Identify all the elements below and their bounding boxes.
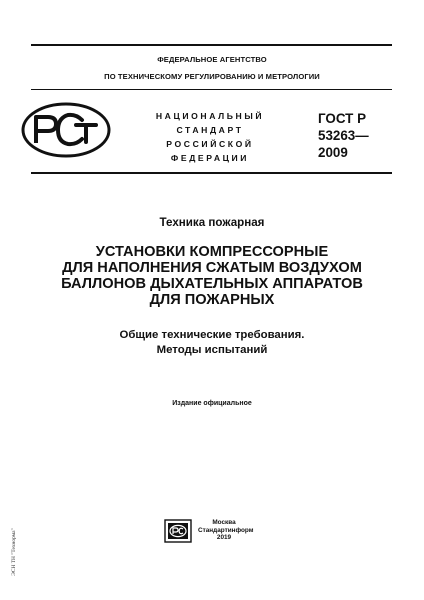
- subject-heading: Техника пожарная: [159, 216, 265, 229]
- publisher-year: 2019: [216, 534, 232, 542]
- national-standard-line: НАЦИОНАЛЬНЫЙ: [155, 111, 265, 121]
- publisher-info: [198, 519, 254, 542]
- rst-certification-mark-icon: [20, 101, 112, 159]
- edition-label: Издание официальное: [172, 400, 252, 407]
- national-standard-line: РОССИЙСКОЙ: [166, 139, 254, 149]
- agency-name-line2: ПО ТЕХНИЧЕСКОМУ РЕГУЛИРОВАНИЮ И МЕТРОЛОГИИ: [104, 72, 320, 81]
- agency-name-line1: ФЕДЕРАЛЬНОЕ АГЕНТСТВО: [157, 55, 267, 64]
- top-rule: [31, 44, 392, 46]
- gost-number-line: 2009: [318, 145, 348, 160]
- sidebar-note: ЭСН ТН "Технорма": [11, 528, 17, 576]
- title-line: БАЛЛОНОВ ДЫХАТЕЛЬНЫХ АППАРАТОВ: [61, 276, 363, 292]
- gost-number-line: 53263—: [318, 128, 369, 143]
- national-standard-line: СТАНДАРТ: [176, 125, 244, 135]
- document-title: [0, 244, 424, 308]
- gost-number: [318, 110, 369, 161]
- publisher-name: Стандартинформ: [198, 526, 254, 534]
- title-line: УСТАНОВКИ КОМПРЕССОРНЫЕ: [95, 244, 329, 260]
- national-standard-line: ФЕДЕРАЦИИ: [170, 153, 250, 163]
- gost-number-line: ГОСТ Р: [318, 111, 366, 126]
- requirements-line: Методы испытаний: [156, 344, 268, 356]
- standartinform-logo-icon: [164, 519, 192, 543]
- standard-block-rule: [31, 172, 392, 174]
- title-line: ДЛЯ НАПОЛНЕНИЯ СЖАТЫМ ВОЗДУХОМ: [62, 260, 362, 276]
- requirements-line: Общие технические требования.: [119, 329, 305, 341]
- header-rule: [31, 89, 392, 90]
- title-line: ДЛЯ ПОЖАРНЫХ: [149, 292, 275, 308]
- requirements-subtitle: [0, 328, 424, 358]
- national-standard-label: [150, 109, 270, 165]
- publisher-city: Москва: [212, 519, 236, 526]
